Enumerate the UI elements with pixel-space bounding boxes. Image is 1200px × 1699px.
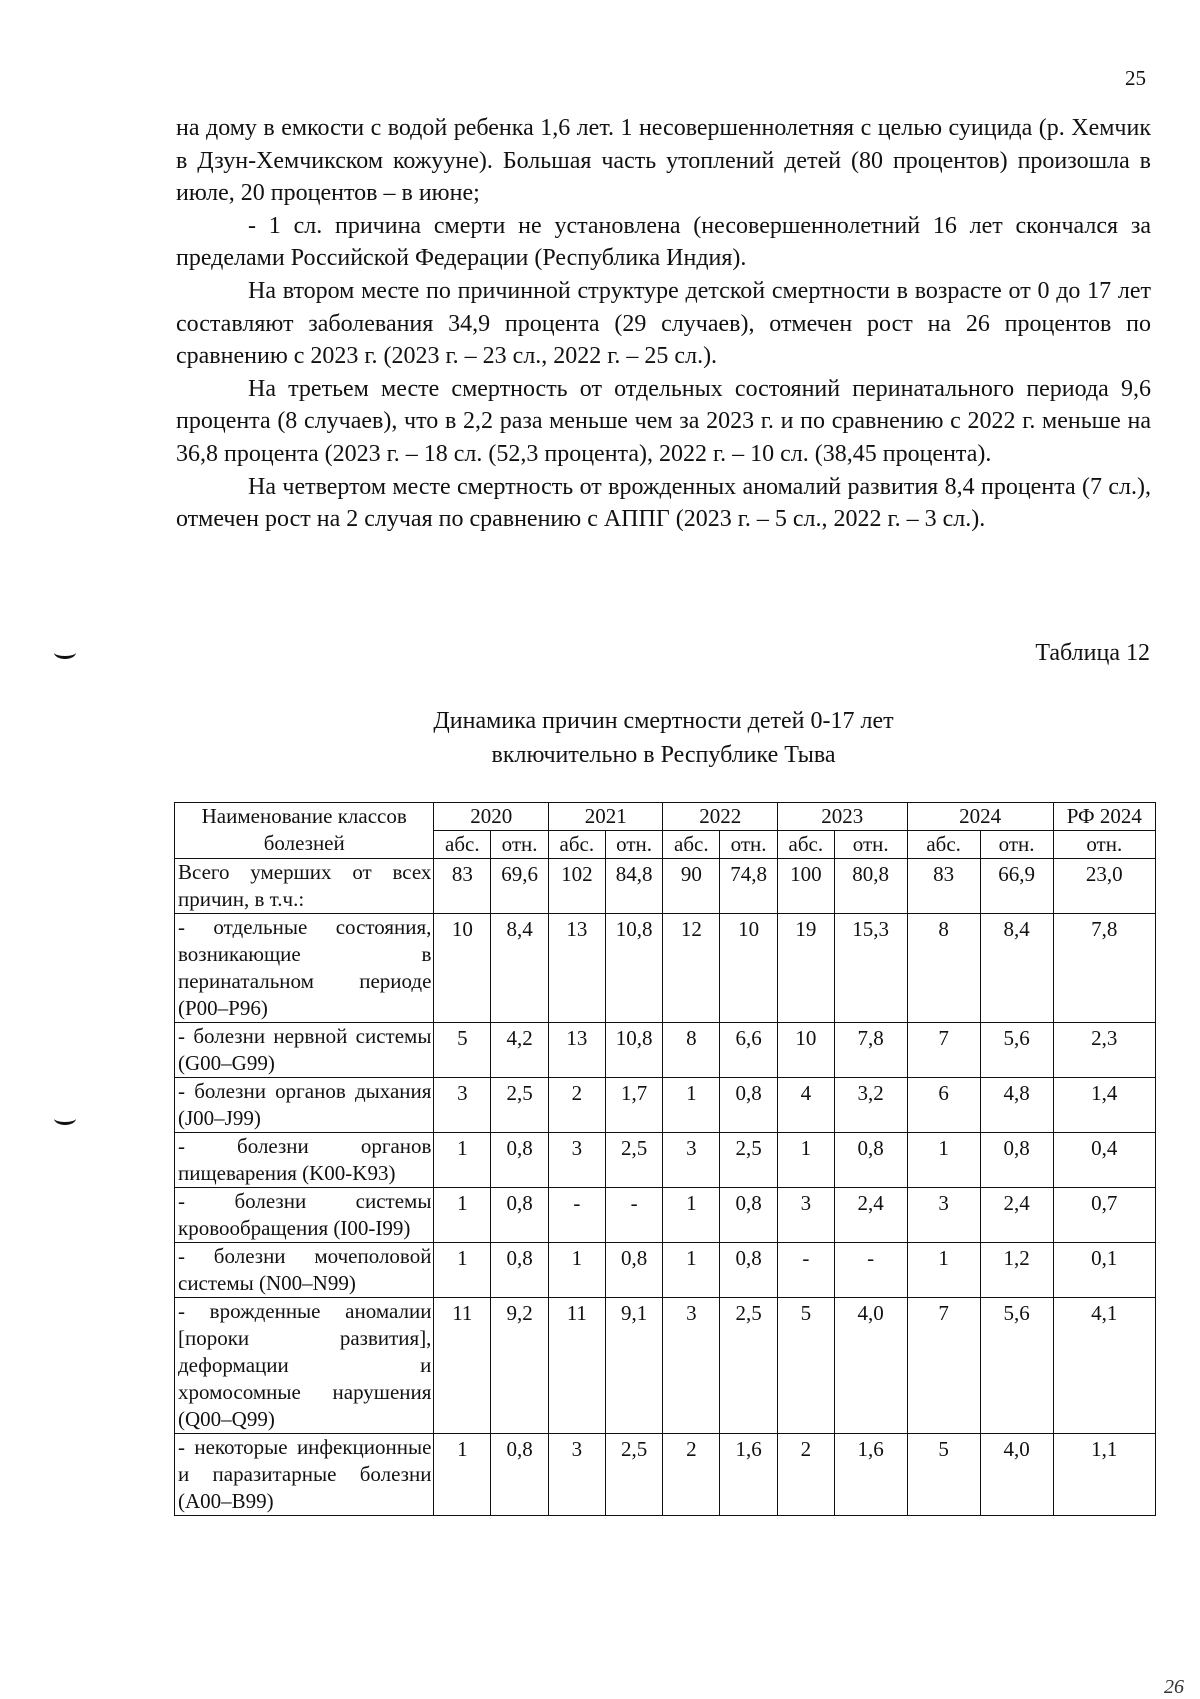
table-cell: - xyxy=(834,1243,907,1298)
table-cell: 1,6 xyxy=(720,1434,778,1516)
table-cell: 12 xyxy=(663,914,720,1023)
column-header-abs: абс. xyxy=(434,831,491,859)
table-cell: 2,5 xyxy=(605,1133,663,1188)
table-cell: 83 xyxy=(434,859,491,914)
column-header-rel: отн. xyxy=(720,831,778,859)
table-cell: 1,1 xyxy=(1053,1434,1155,1516)
table-cell: 4,8 xyxy=(980,1078,1053,1133)
table-cell: 4,0 xyxy=(980,1434,1053,1516)
column-header-year: 2024 xyxy=(907,803,1053,831)
table-cell: 6 xyxy=(907,1078,980,1133)
table-row xyxy=(175,914,1156,1023)
table-cell: 3,2 xyxy=(834,1078,907,1133)
column-header-rel: отн. xyxy=(1053,831,1155,859)
table-cell: 3 xyxy=(434,1078,491,1133)
table-cell: 2,5 xyxy=(491,1078,549,1133)
column-header-year: 2020 xyxy=(434,803,549,831)
table-row xyxy=(175,1078,1156,1133)
table-cell: 1 xyxy=(907,1133,980,1188)
row-name: - болезни мочеполовой системы (N00–N99) xyxy=(175,1243,434,1298)
page-number: 25 xyxy=(1125,66,1146,90)
table-title-line-1: Динамика причин смертности детей 0-17 лет xyxy=(433,708,894,734)
table-cell: 66,9 xyxy=(980,859,1053,914)
table-cell: 0,8 xyxy=(491,1133,549,1188)
table-cell: 5 xyxy=(907,1434,980,1516)
table-cell: 11 xyxy=(548,1298,605,1434)
table-cell: 4,1 xyxy=(1053,1298,1155,1434)
row-name: - болезни системы кровообращения (I00-I99) xyxy=(175,1188,434,1243)
table-cell: 1 xyxy=(434,1243,491,1298)
table-cell: 0,4 xyxy=(1053,1133,1155,1188)
column-header-abs: абс. xyxy=(548,831,605,859)
table-cell: 1,4 xyxy=(1053,1078,1155,1133)
table-cell: 2,4 xyxy=(980,1188,1053,1243)
table-cell: 5,6 xyxy=(980,1023,1053,1078)
table-cell: 7 xyxy=(907,1023,980,1078)
table-cell: 5 xyxy=(434,1023,491,1078)
paragraph-5: На четвертом месте смертность от врожденных аномалий развития 8,4 процента (7 сл.), отмечен рост на 2 случая по сравнению с АППГ (2023 г. – 5 сл., 2022 г. – 3 сл.). xyxy=(176,473,1151,533)
table-cell: 3 xyxy=(907,1188,980,1243)
table-cell: 15,3 xyxy=(834,914,907,1023)
table-cell: 10 xyxy=(720,914,778,1023)
table-row xyxy=(175,1298,1156,1434)
corner-note: 26 xyxy=(1164,1676,1184,1698)
table-cell: 74,8 xyxy=(720,859,778,914)
table-cell: 1 xyxy=(663,1188,720,1243)
table-title-line-2: включительно в Республике Тыва xyxy=(491,742,836,768)
table-cell: 9,2 xyxy=(491,1298,549,1434)
table-cell: 1,6 xyxy=(834,1434,907,1516)
table-label: Таблица 12 xyxy=(1035,640,1150,666)
table-cell: 10,8 xyxy=(605,1023,663,1078)
paragraph-3: На втором месте по причинной структуре детской смертности в возрасте от 0 до 17 лет составляют заболевания 34,9 процента (29 случаев), отмечен рост на 26 процентов по сравнению с 2023 г. (2023 г. – 23 сл., 2022 г. – 25 сл.). xyxy=(176,277,1151,370)
column-header-rel: отн. xyxy=(605,831,663,859)
table-cell: 8,4 xyxy=(980,914,1053,1023)
table-cell: 0,8 xyxy=(720,1188,778,1243)
column-header-abs: абс. xyxy=(777,831,834,859)
table-cell: 80,8 xyxy=(834,859,907,914)
table-cell: 0,8 xyxy=(720,1078,778,1133)
table-cell: 102 xyxy=(548,859,605,914)
table-cell: 4,2 xyxy=(491,1023,549,1078)
column-header-name: Наименование классов болезней xyxy=(175,803,434,859)
table-cell: 9,1 xyxy=(605,1298,663,1434)
table-cell: - xyxy=(548,1188,605,1243)
column-header-rel: отн. xyxy=(491,831,549,859)
table-cell: 5 xyxy=(777,1298,834,1434)
table-cell: 2 xyxy=(548,1078,605,1133)
table-cell: 1 xyxy=(434,1188,491,1243)
table-cell: 2 xyxy=(663,1434,720,1516)
table-cell: 1 xyxy=(663,1243,720,1298)
table-cell: 0,1 xyxy=(1053,1243,1155,1298)
margin-mark xyxy=(54,646,76,659)
table-cell: 2,5 xyxy=(720,1298,778,1434)
table-cell: - xyxy=(605,1188,663,1243)
table-cell: 0,8 xyxy=(605,1243,663,1298)
table-cell: 0,8 xyxy=(491,1243,549,1298)
table-cell: 2,3 xyxy=(1053,1023,1155,1078)
row-name: - болезни органов пищеварения (K00-K93) xyxy=(175,1133,434,1188)
table-cell: 84,8 xyxy=(605,859,663,914)
table-cell: 13 xyxy=(548,1023,605,1078)
row-name: - отдельные состояния, возникающие в перинатальном периоде (P00–P96) xyxy=(175,914,434,1023)
table-row xyxy=(175,1133,1156,1188)
table-cell: 100 xyxy=(777,859,834,914)
table-row xyxy=(175,859,1156,914)
table-row xyxy=(175,1023,1156,1078)
table-cell: 2 xyxy=(777,1434,834,1516)
table-cell: 2,5 xyxy=(720,1133,778,1188)
table-cell: 8 xyxy=(663,1023,720,1078)
table-cell: 0,8 xyxy=(834,1133,907,1188)
table-row xyxy=(175,1434,1156,1516)
table-cell: 4,0 xyxy=(834,1298,907,1434)
row-name: Всего умерших от всех причин, в т.ч.: xyxy=(175,859,434,914)
table-cell: 0,8 xyxy=(491,1434,549,1516)
table-cell: 4 xyxy=(777,1078,834,1133)
table-cell: 5,6 xyxy=(980,1298,1053,1434)
table-cell: 1 xyxy=(548,1243,605,1298)
margin-mark xyxy=(54,1112,76,1125)
table-cell: 19 xyxy=(777,914,834,1023)
table-cell: 2,5 xyxy=(605,1434,663,1516)
table-cell: 3 xyxy=(548,1133,605,1188)
table-cell: 10,8 xyxy=(605,914,663,1023)
table-cell: 1,2 xyxy=(980,1243,1053,1298)
column-header-rf: РФ 2024 xyxy=(1053,803,1155,831)
column-header-year: 2023 xyxy=(777,803,907,831)
table-cell: 23,0 xyxy=(1053,859,1155,914)
table-cell: 13 xyxy=(548,914,605,1023)
table-cell: 2,4 xyxy=(834,1188,907,1243)
table-cell: 7,8 xyxy=(1053,914,1155,1023)
header-row-years xyxy=(175,803,1156,831)
table-cell: 1 xyxy=(663,1078,720,1133)
table-cell: 10 xyxy=(434,914,491,1023)
table-cell: 7,8 xyxy=(834,1023,907,1078)
table-row xyxy=(175,1243,1156,1298)
table-cell: 3 xyxy=(777,1188,834,1243)
column-header-rel: отн. xyxy=(834,831,907,859)
table-cell: 10 xyxy=(777,1023,834,1078)
column-header-year: 2022 xyxy=(663,803,778,831)
paragraph-4: На третьем месте смертность от отдельных состояний перинатального периода 9,6 процента (8 случаев), что в 2,2 раза меньше чем за 2023 г. и по сравнению с 2022 г. меньше на 36,8 процента (2023 г. – 18 сл. (52,3 процента), 2022 г. – 10 сл. (38,45 процента). xyxy=(176,375,1151,467)
table-cell: 8,4 xyxy=(491,914,549,1023)
table-cell: 0,7 xyxy=(1053,1188,1155,1243)
table-cell: 7 xyxy=(907,1298,980,1434)
table-cell: 90 xyxy=(663,859,720,914)
row-name: - болезни органов дыхания (J00–J99) xyxy=(175,1078,434,1133)
column-header-rel: отн. xyxy=(980,831,1053,859)
table-cell: 83 xyxy=(907,859,980,914)
row-name: - некоторые инфекционные и паразитарные болезни (A00–B99) xyxy=(175,1434,434,1516)
table-title xyxy=(176,704,1151,772)
table-cell: 1,7 xyxy=(605,1078,663,1133)
column-header-year: 2021 xyxy=(548,803,663,831)
table-cell: 8 xyxy=(907,914,980,1023)
body-text xyxy=(176,112,1151,536)
table-body xyxy=(175,859,1156,1516)
table-cell: 0,8 xyxy=(980,1133,1053,1188)
paragraph-2: - 1 сл. причина смерти не установлена (несовершеннолетний 16 лет скончался за пределами Российской Федерации (Республика Индия). xyxy=(176,212,1151,272)
row-name: - врожденные аномалии [пороки развития], деформации и хромосомные нарушения (Q00–Q99) xyxy=(175,1298,434,1434)
table-cell: 1 xyxy=(907,1243,980,1298)
table-cell: - xyxy=(777,1243,834,1298)
table-cell: 11 xyxy=(434,1298,491,1434)
mortality-table xyxy=(174,802,1156,1516)
table-cell: 3 xyxy=(663,1133,720,1188)
table-cell: 1 xyxy=(777,1133,834,1188)
table-cell: 3 xyxy=(548,1434,605,1516)
table-cell: 6,6 xyxy=(720,1023,778,1078)
table-cell: 1 xyxy=(434,1434,491,1516)
paragraph-1: на дому в емкости с водой ребенка 1,6 лет. 1 несовершеннолетняя с целью суицида (р. Хемчик в Дзун-Хемчикском кожууне). Большая часть утоплений детей (80 процентов) произошла в июле, 20 процентов – в июне; xyxy=(176,115,1151,207)
column-header-abs: абс. xyxy=(663,831,720,859)
table-cell: 3 xyxy=(663,1298,720,1434)
table-cell: 1 xyxy=(434,1133,491,1188)
column-header-abs: абс. xyxy=(907,831,980,859)
table-row xyxy=(175,1188,1156,1243)
table-cell: 69,6 xyxy=(491,859,549,914)
table-cell: 0,8 xyxy=(491,1188,549,1243)
table-cell: 0,8 xyxy=(720,1243,778,1298)
row-name: - болезни нервной системы (G00–G99) xyxy=(175,1023,434,1078)
